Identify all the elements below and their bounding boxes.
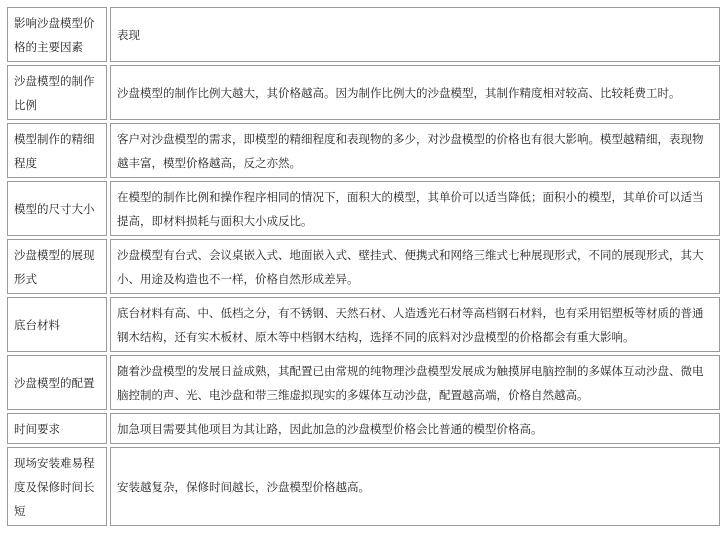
factor-cell: 底台材料 [7, 297, 107, 352]
effect-cell: 加急项目需要其他项目为其让路，因此加急的沙盘模型价格会比普通的模型价格高。 [110, 413, 720, 444]
table-row [7, 123, 720, 178]
effect-cell: 底台材料有高、中、低档之分，有不锈钢、天然石材、人造透光石材等高档钢石材料，也有采用铝塑板等材质的普通钢木结构，还有实木板材、原木等中档钢木结构，选择不同的底料对沙盘模型的价格都会有重大影响。 [110, 297, 720, 352]
price-factors-table [4, 4, 723, 529]
effect-cell: 沙盘模型有台式、会议桌嵌入式、地面嵌入式、壁挂式、便携式和网络三维式七种展现形式，不同的展现形式，其大小、用途及构造也不一样，价格自然形成差异。 [110, 239, 720, 294]
table-row [7, 297, 720, 352]
table-row [7, 413, 720, 444]
header-factor-cell: 影响沙盘模型价格的主要因素 [7, 7, 107, 62]
factor-cell: 现场安装难易程度及保修时间长短 [7, 447, 107, 526]
table-row [7, 239, 720, 294]
effect-cell: 客户对沙盘模型的需求，即模型的精细程度和表现物的多少，对沙盘模型的价格也有很大影响。模型越精细，表现物越丰富，模型价格越高，反之亦然。 [110, 123, 720, 178]
factor-cell: 模型的尺寸大小 [7, 181, 107, 236]
factor-cell: 模型制作的精细程度 [7, 123, 107, 178]
factor-cell: 沙盘模型的制作比例 [7, 65, 107, 120]
effect-cell: 沙盘模型的制作比例大越大，其价格越高。因为制作比例大的沙盘模型，其制作精度相对较高、比较耗费工时。 [110, 65, 720, 120]
factor-cell: 时间要求 [7, 413, 107, 444]
table-row [7, 181, 720, 236]
table-row [7, 447, 720, 526]
table-row [7, 65, 720, 120]
effect-cell: 在模型的制作比例和操作程序相同的情况下，面积大的模型，其单价可以适当降低；面积小的模型，其单价可以适当提高，即材料损耗与面积大小成反比。 [110, 181, 720, 236]
table-header-row [7, 7, 720, 62]
table-row [7, 355, 720, 410]
header-effect-cell: 表现 [110, 7, 720, 62]
factor-cell: 沙盘模型的配置 [7, 355, 107, 410]
factor-cell: 沙盘模型的展现形式 [7, 239, 107, 294]
effect-cell: 安装越复杂，保修时间越长，沙盘模型价格越高。 [110, 447, 720, 526]
effect-cell: 随着沙盘模型的发展日益成熟，其配置已由常规的纯物理沙盘模型发展成为触摸屏电脑控制的多媒体互动沙盘、微电脑控制的声、光、电沙盘和带三维虚拟现实的多媒体互动沙盘，配置越高端，价格自然越高。 [110, 355, 720, 410]
